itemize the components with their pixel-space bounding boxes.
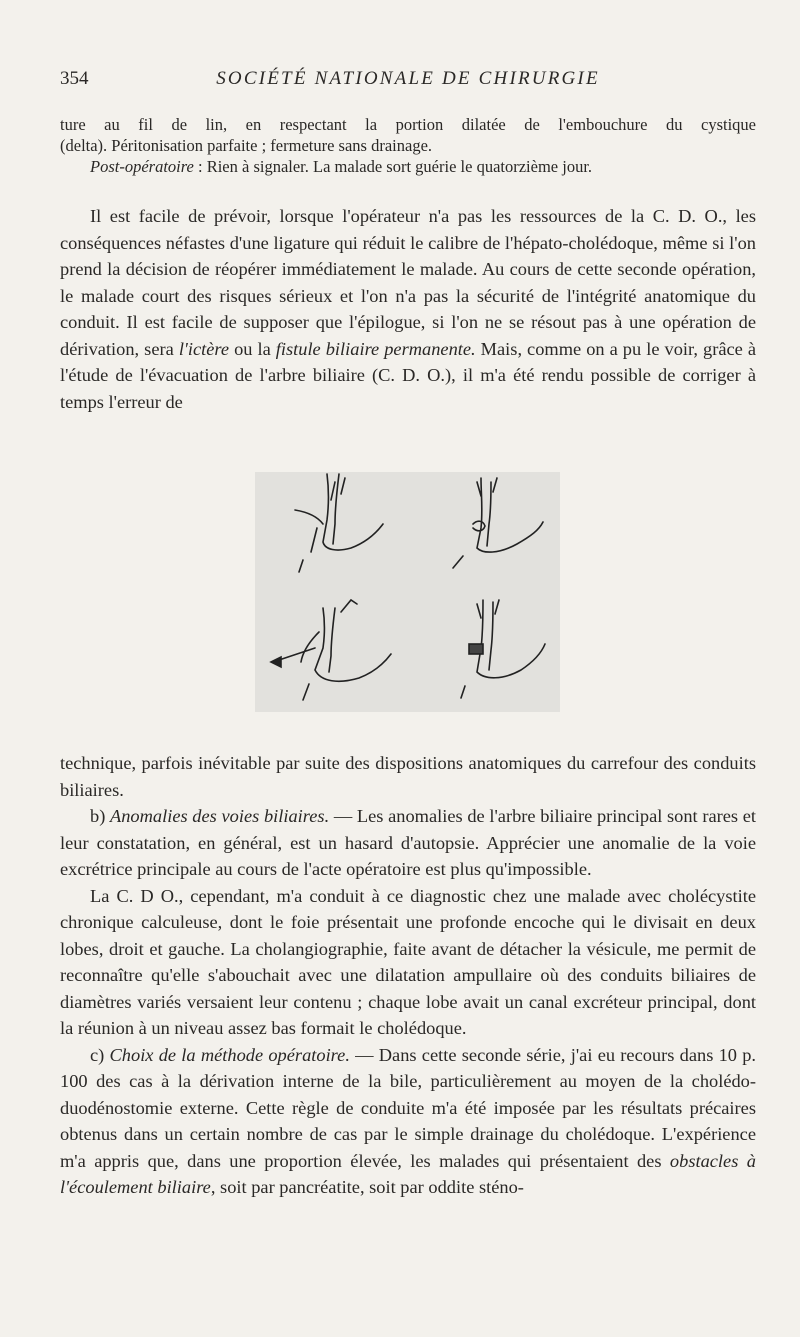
panel-1-duct-drawing xyxy=(295,474,383,572)
para1-part2: ou la xyxy=(229,338,276,359)
paragraph-1-text xyxy=(60,203,756,415)
paragraph-cdo-diagnosis: La C. D O., cependant, m'a conduit à ce diagnostic chez une malade avec cholécystite chronique calculeuse, dont le foie présentait une profonde encoche qui le divisait en deux lobes, droit et gauche. La cholangiographie, faite avant de détacher la vésicule, me permit de reconnaître qu'elle s'abouchait avec une dilatation ampullaire où des conduits biliaires de diamètres variés versaient leur contenu ; chaque lobe avait un canal excréteur principal, dont la réunion à un niveau assez bas formait le cholédoque. xyxy=(60,885,756,1038)
case-line-2: (delta). Péritonisation parfaite ; fermeture sans drainage. xyxy=(60,136,433,155)
para2-text: technique, parfois inévitable par suite des dispositions anatomiques du carrefour des conduits biliaires. xyxy=(60,753,756,800)
page-number: 354 xyxy=(60,68,89,89)
panel-3-arrow xyxy=(271,657,281,667)
para5-text1: — Dans cette seconde série, j'ai eu recours dans 10 p. 100 des cas à la dérivation interne de la bile, particulièrement au moyen de la cholédo-duodénostomie externe. Cette règle de conduite m'a été imposée par les résultats précaires obtenus dans un certain nombre de cas par le simple drainage du cholédoque. L'expérience m'a appris que, dans une proportion élevée, les malades qui présentaient des xyxy=(60,1044,756,1171)
paragraph-technique xyxy=(60,750,756,1201)
para5-prefix: c) xyxy=(90,1044,110,1065)
para5-em-obstacles: obstacles à l'écoulement biliaire xyxy=(60,1150,756,1197)
post-operative-text: : Rien à signaler. La malade sort guérie le quatorzième jour. xyxy=(193,157,593,176)
post-operative-label: Post-opératoire xyxy=(90,157,194,176)
panel-3-duct-drawing xyxy=(279,600,391,700)
post-operative-note xyxy=(60,156,756,177)
paragraph-anomalies xyxy=(60,803,756,883)
biliary-diagram-figure xyxy=(255,472,560,712)
paragraph-choix-methode xyxy=(60,1042,756,1201)
para3-text: — Les anomalies de l'arbre biliaire principal sont rares et leur constatation, en général, est un hasard d'autopsie. Apprécier une anomalie de la voie excrétrice principale au cours de l'acte opératoire est plus qu'impossible. xyxy=(60,806,757,879)
para3-heading: Anomalies des voies biliaires. xyxy=(110,806,330,826)
case-report-continuation xyxy=(60,114,756,177)
para5-heading: Choix de la méthode opératoire. xyxy=(109,1044,350,1065)
biliary-diagram xyxy=(255,472,560,712)
running-header xyxy=(60,68,756,96)
panel-2-duct-drawing xyxy=(453,478,543,568)
para1-part3: Mais, comme on a pu le voir, grâce à l'étude de l'évacuation de l'arbre biliaire (C. D. O.), il m'a été rendu possible de corriger à temps l'erreur de xyxy=(60,338,756,412)
para3-prefix: b) xyxy=(90,806,110,826)
case-line-1: ture au fil de lin, en respectant la portion dilatée de l'embouchure du cystique xyxy=(60,115,756,134)
panel-4-ligature-clip xyxy=(469,644,483,654)
para1-em-fistule: fistule biliaire permanente. xyxy=(275,338,476,359)
running-title: SOCIÉTÉ NATIONALE DE CHIRURGIE xyxy=(216,68,600,89)
paragraph-ligature xyxy=(60,203,756,415)
para1-part1: Il est facile de prévoir, lorsque l'opérateur n'a pas les ressources de la C. D. O., les conséquences néfastes d'une ligature qui réduit le calibre de l'hépato-cholédoque, même si l'on prend la décision de réopérer immédiatement le malade. Au cours de cette seconde opération, le malade court des risques sérieux et l'on n'a pas la sécurité de l'intégrité anatomique du conduit. Il est facile de supposer que l'épilogue, si l'on ne se résout pas à une opération de dérivation, sera xyxy=(60,206,756,359)
para5-text2: , soit par pancréatite, soit par oddite sténo- xyxy=(210,1177,524,1197)
para1-em-ictere: l'ictère xyxy=(178,338,230,359)
